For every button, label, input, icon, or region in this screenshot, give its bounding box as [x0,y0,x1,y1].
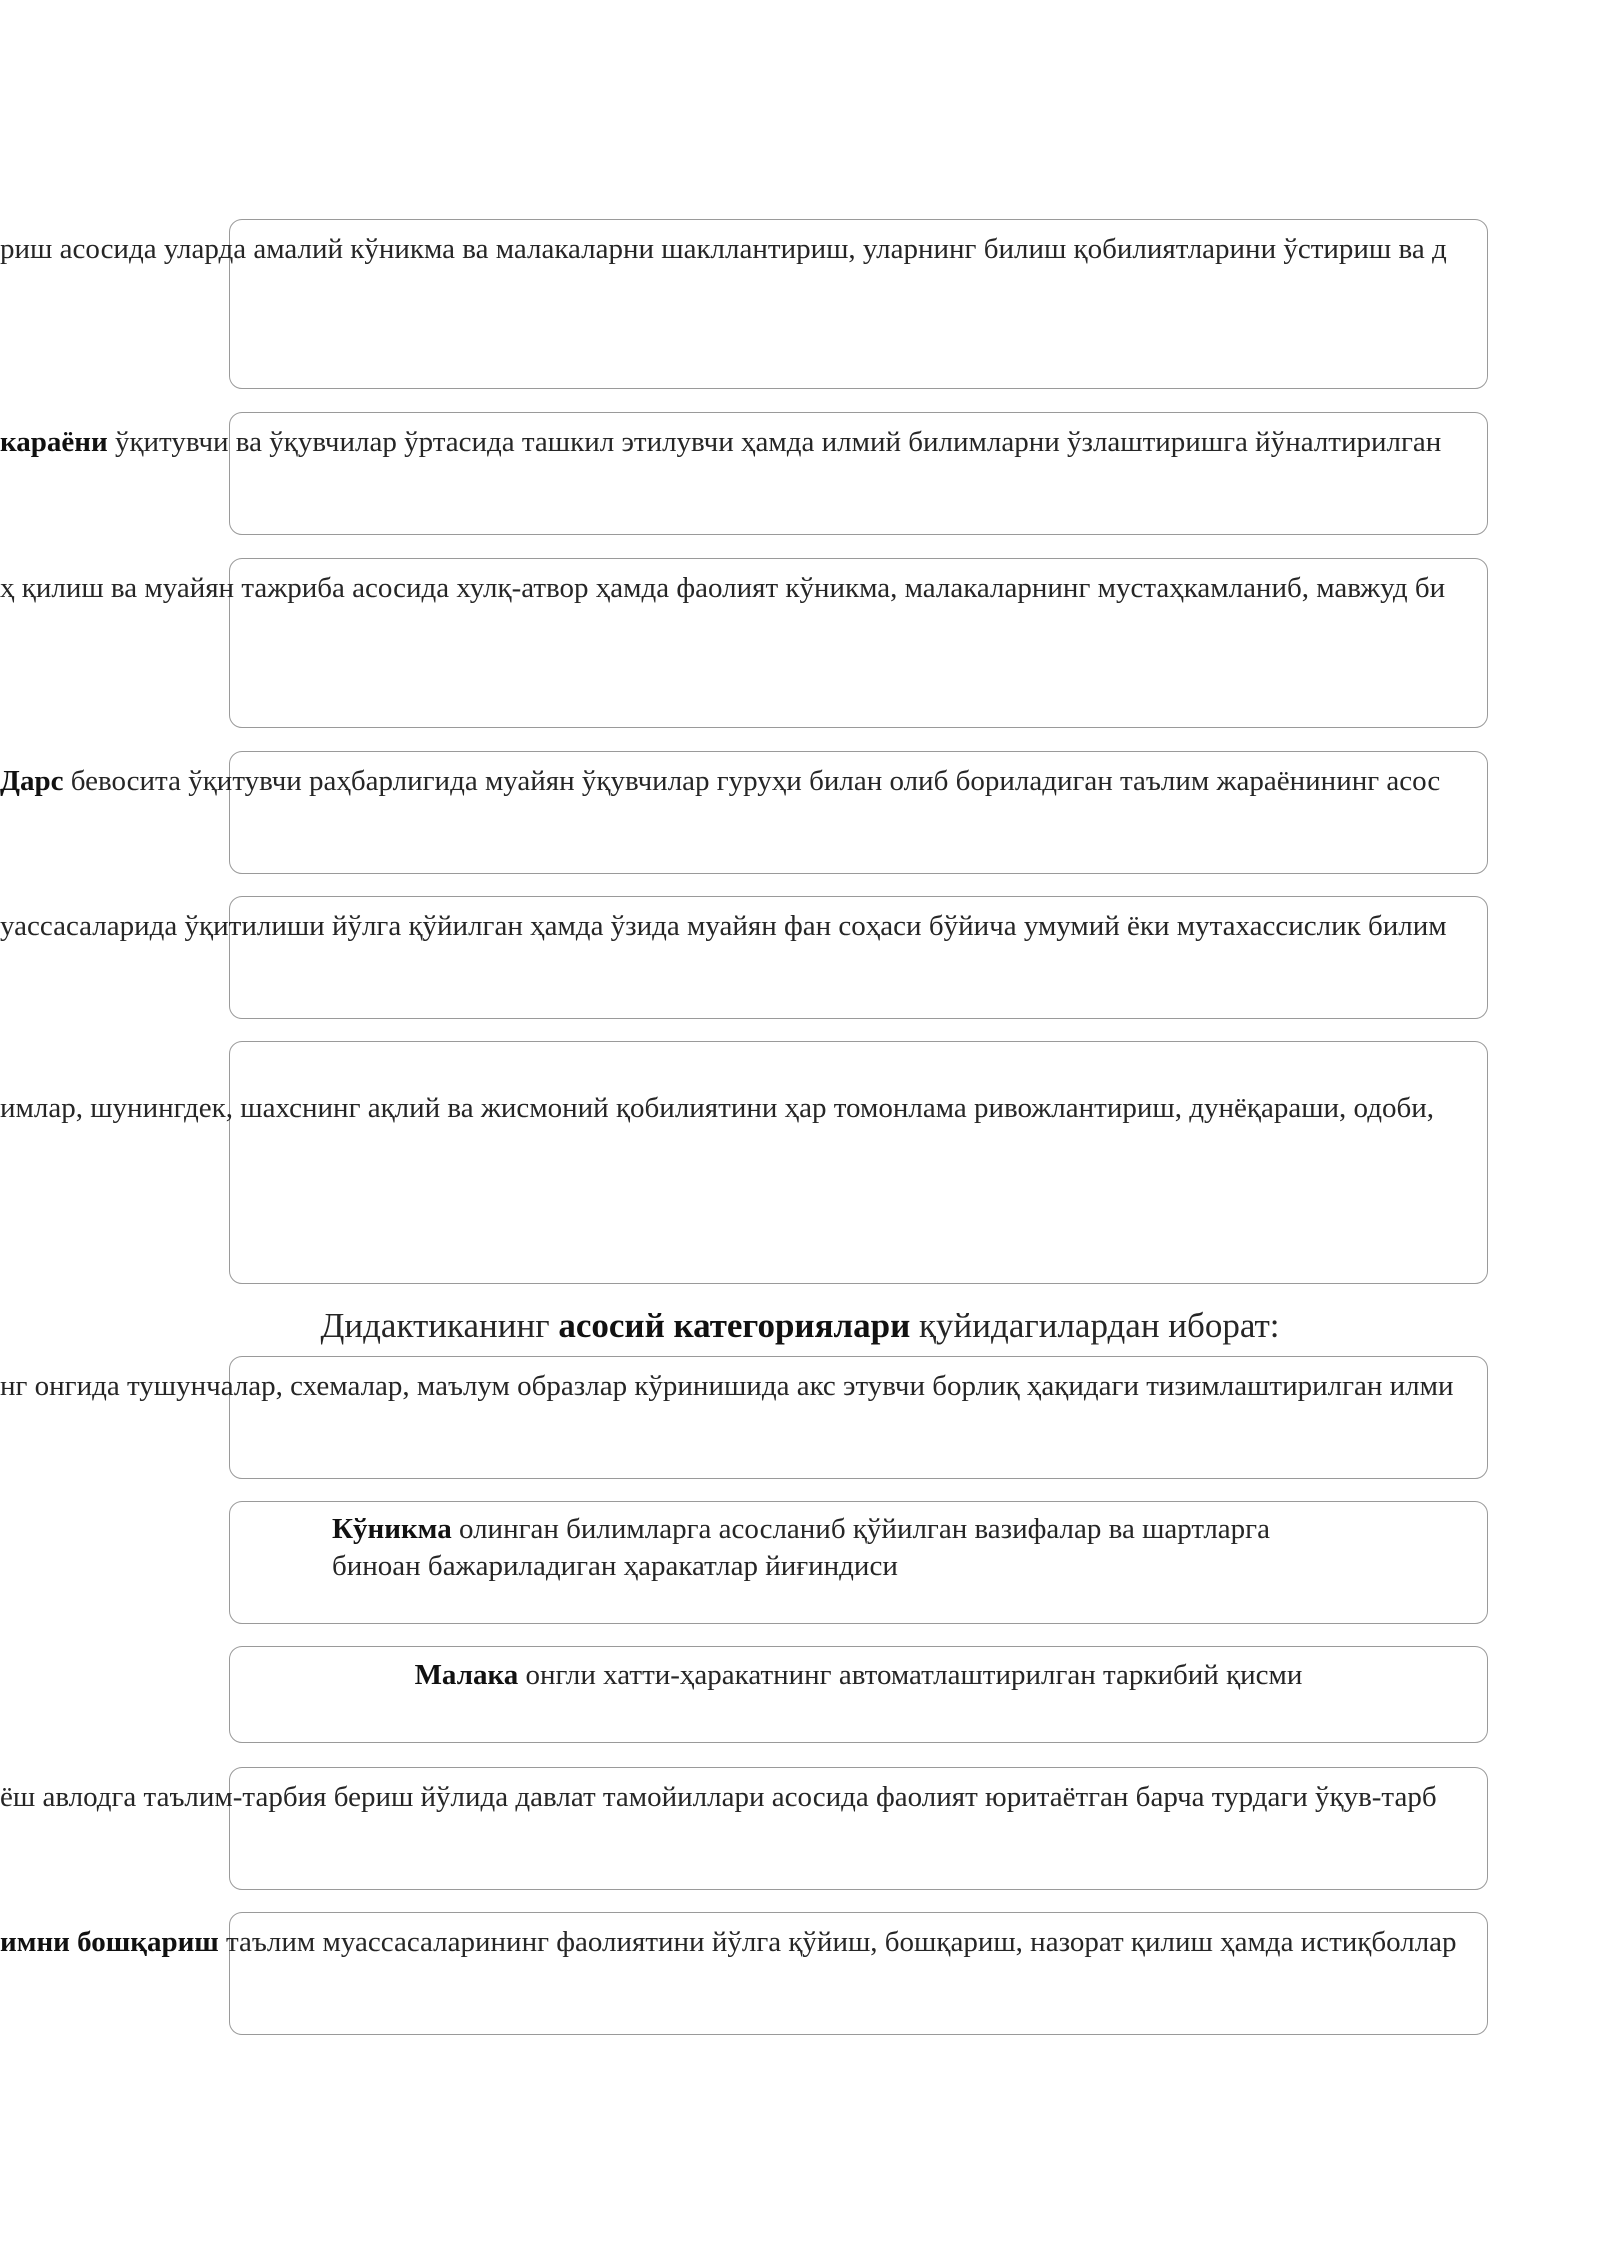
definition-term-4: Дарс [0,765,64,797]
category-body-system: ёш авлодга таълим-тарбия бериш йўлида давлат тамойиллари асосида фаолият юритаётган барча турдаги ўқув-тарб [0,1781,1437,1813]
definition-text-3 [0,571,1445,605]
definition-body-2: ўқитувчи ва ўқувчилар ўртасида ташкил этилувчи ҳамда илмий билимларни ўзлаштиришга йўналтирилган [107,426,1442,458]
definition-text-2 [0,425,1441,459]
definition-text-1 [0,232,1447,266]
definition-term-2: караёни [0,426,108,458]
definition-body-5: уассасаларида ўқитилиши йўлга қўйилган ҳамда ўзида муайян фан соҳаси бўйича умумий ёки мутахассислик билим [0,910,1447,942]
category-text-system [0,1780,1437,1814]
category-body-skill: олинган билимларга асосланиб қўйилган вазифалар ва шартларга [451,1513,1270,1545]
definition-text-6 [0,1091,1434,1125]
heading-prefix: Дидактиканинг [320,1306,559,1345]
categories-heading [0,1304,1600,1348]
definition-body-1: риш асосида уларда амалий кўникма ва малакаларни шакллантириш, уларнинг билиш қобилиятларини ўстириш ва д [0,233,1447,265]
category-text-habit [229,1657,1488,1694]
definition-body-3: ҳ қилиш ва муайян тажриба асосида хулқ-атвор ҳамда фаолият кўникма, малакаларнинг мустаҳкамланиб, мавжуд би [0,572,1446,604]
definition-text-5 [0,909,1447,943]
category-body-knowledge: нг онгида тушунчалар, схемалар, маълум образлар кўринишида акс этувчи борлиқ ҳақидаги тизимлаштирилган илми [0,1370,1454,1402]
category-body-management: таълим муассасаларининг фаолиятини йўлга қўйиш, бошқариш, назорат қилиш ҳамда истиқболлар [218,1926,1457,1958]
category-term-management: имни бошқариш [0,1926,219,1958]
definition-body-6: имлар, шунингдек, шахснинг ақлий ва жисмоний қобилиятини ҳар томонлама ривожлантириш, дунёқараши, одоби, [0,1092,1434,1124]
category-text-knowledge [0,1369,1453,1403]
heading-bold: асосий категориялари [558,1306,911,1345]
definition-box-6 [229,1041,1488,1284]
category-text-management [0,1925,1457,1959]
category-skill-line-2: биноан бажариладиган ҳаракатлар йиғиндиси [332,1550,898,1582]
category-term-skill: Кўникма [332,1513,452,1545]
definition-body-4: бевосита ўқитувчи раҳбарлигида муайян ўқувчилар гуруҳи билан олиб бориладиган таълим жараёнининг асос [63,765,1441,797]
category-body-habit: онгли хатти-ҳаракатнинг автоматлаштирилган таркибий қисми [518,1659,1303,1691]
definition-text-4 [0,764,1440,798]
category-text-skill [332,1511,1270,1585]
category-term-habit: Малака [414,1659,519,1691]
category-skill-line-1 [332,1511,1270,1548]
heading-suffix: қуйидагилардан иборат: [910,1306,1280,1345]
